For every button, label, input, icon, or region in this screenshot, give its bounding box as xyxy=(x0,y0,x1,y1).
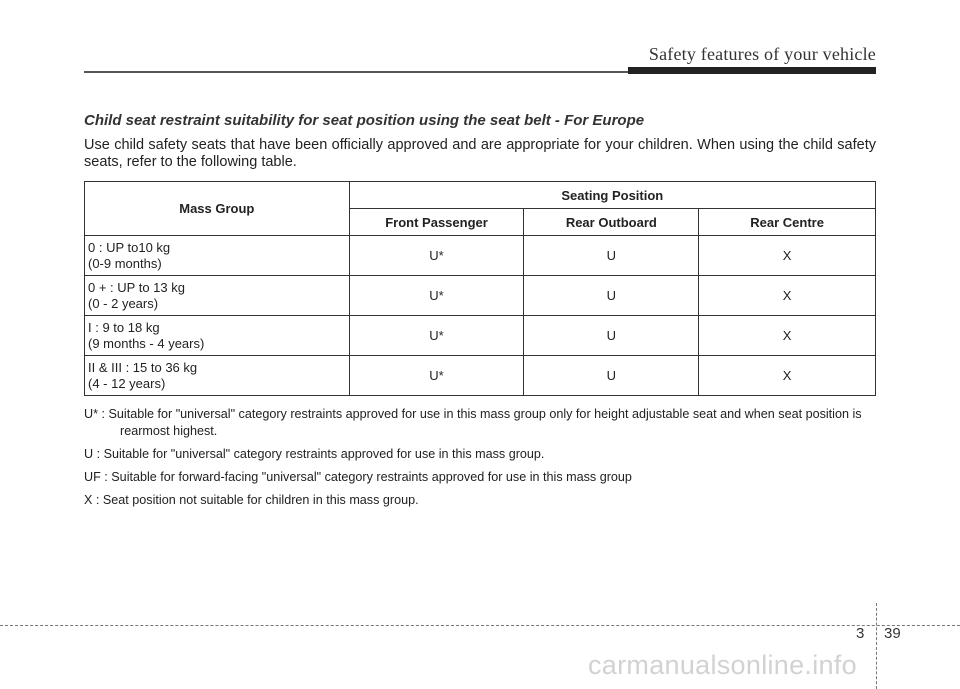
table-row xyxy=(85,356,876,396)
footer-dashed-rule xyxy=(0,625,960,626)
mass-group-cell: 0 : UP to10 kg (0-9 months) xyxy=(85,236,350,276)
column-header-rear-centre: Rear Centre xyxy=(699,209,876,236)
rear-centre-cell: X xyxy=(699,316,876,356)
footer-dashed-divider xyxy=(876,603,877,689)
table-row xyxy=(85,276,876,316)
table-row xyxy=(85,236,876,276)
rear-outboard-cell: U xyxy=(524,276,699,316)
header-rule-thin xyxy=(84,71,632,73)
mass-group-cell: 0 + : UP to 13 kg (0 - 2 years) xyxy=(85,276,350,316)
watermark: carmanualsonline.info xyxy=(588,650,857,680)
chapter-number: 3 xyxy=(856,625,865,642)
table-row xyxy=(85,316,876,356)
rear-centre-cell: X xyxy=(699,356,876,396)
legend-notes xyxy=(84,406,876,515)
rear-outboard-cell: U xyxy=(524,316,699,356)
seat-suitability-table xyxy=(84,181,876,396)
front-passenger-cell: U* xyxy=(349,356,524,396)
mass-group-cell: I : 9 to 18 kg (9 months - 4 years) xyxy=(85,316,350,356)
seating-position-header: Seating Position xyxy=(349,182,875,209)
section-heading: Child seat restraint suitability for seat position using the seat belt - For Europe xyxy=(84,112,645,129)
front-passenger-cell: U* xyxy=(349,236,524,276)
front-passenger-cell: U* xyxy=(349,276,524,316)
rear-centre-cell: X xyxy=(699,236,876,276)
note-not-suitable: X : Seat position not suitable for children in this mass group. xyxy=(84,493,419,507)
header-rule-thick xyxy=(628,67,876,74)
column-header-front-passenger: Front Passenger xyxy=(349,209,524,236)
rear-outboard-cell: U xyxy=(524,356,699,396)
page-number: 39 xyxy=(884,625,901,642)
rear-outboard-cell: U xyxy=(524,236,699,276)
note-universal: U : Suitable for "universal" category restraints approved for use in this mass group. xyxy=(84,447,545,461)
column-header-rear-outboard: Rear Outboard xyxy=(524,209,699,236)
note-universal-height-adjustable: U* : Suitable for "universal" category restraints approved for use in this mass group only for height adjustable seat and when seat position is rearmost highest. xyxy=(84,407,862,438)
intro-paragraph: Use child safety seats that have been officially approved and are appropriate for your children. When using the child safety seats, refer to the following table. xyxy=(84,137,876,170)
note-universal-forward-facing: UF : Suitable for forward-facing "universal" category restraints approved for use in this mass group xyxy=(84,470,632,484)
front-passenger-cell: U* xyxy=(349,316,524,356)
mass-group-cell: II & III : 15 to 36 kg (4 - 12 years) xyxy=(85,356,350,396)
rear-centre-cell: X xyxy=(699,276,876,316)
mass-group-header: Mass Group xyxy=(85,182,350,236)
running-header: Safety features of your vehicle xyxy=(648,44,876,64)
